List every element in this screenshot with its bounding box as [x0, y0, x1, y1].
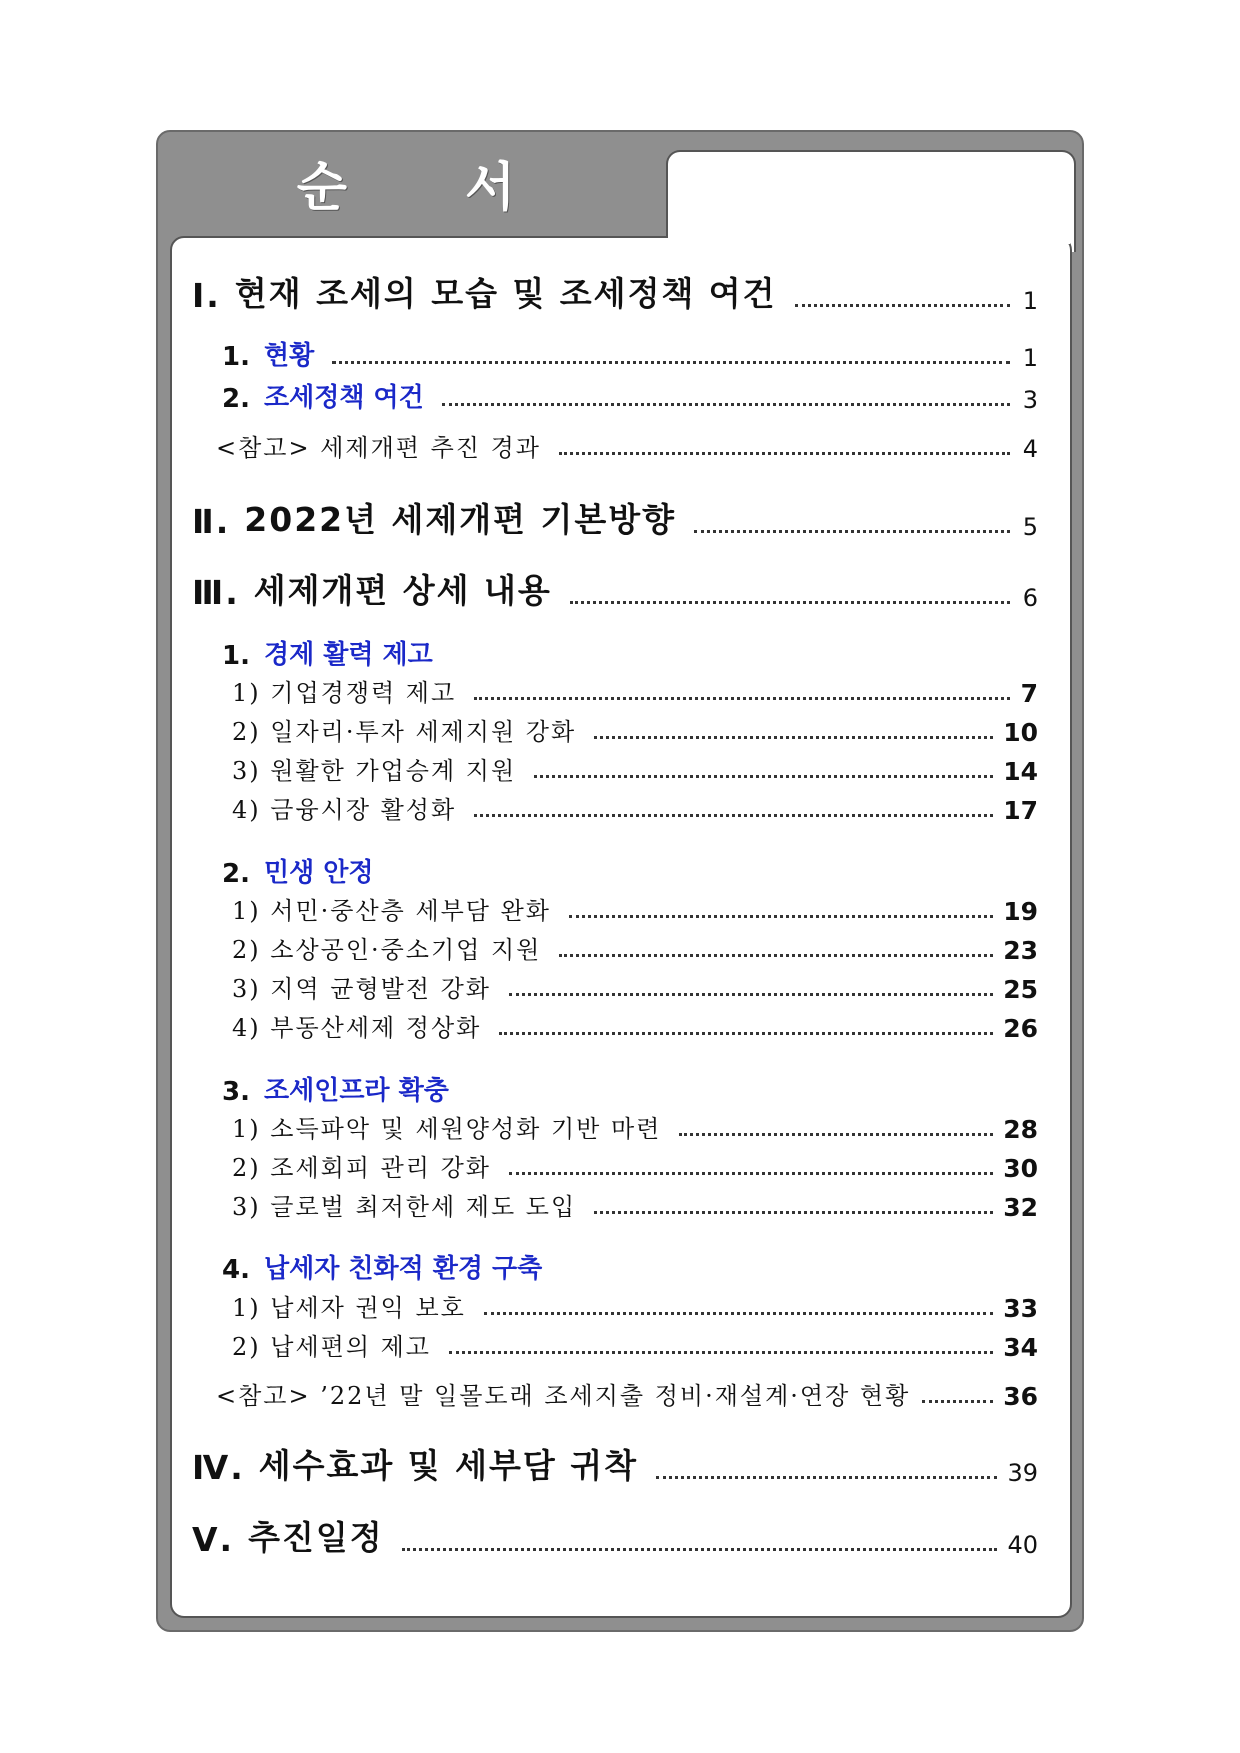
toc-section[interactable]: 2. 조세정책 여건 3: [222, 383, 1038, 414]
toc-item[interactable]: 2) 일자리·투자 세제지원 강화 10: [232, 718, 1038, 747]
toc-item[interactable]: 1) 서민·중산층 세부담 완화 19: [232, 897, 1038, 926]
toc-chapter-1[interactable]: [192, 268, 1038, 315]
chapter-title: 현재 조세의 모습 및 조세정책 여건: [234, 274, 777, 313]
toc-chapter-5[interactable]: Ⅴ. 추진일정 40: [192, 1518, 1038, 1559]
page-number: 1: [1022, 287, 1038, 315]
toc-section-heading[interactable]: 2. 민생 안정: [222, 858, 374, 889]
toc-reference[interactable]: <참고> ’22년 말 일몰도래 조세지출 정비·재설계·연장 현황 36: [216, 1382, 1038, 1411]
toc-item[interactable]: 4) 부동산세제 정상화 26: [232, 1014, 1038, 1043]
toc-chapter-2[interactable]: Ⅱ. 2022년 세제개편 기본방향 5: [192, 500, 1038, 541]
chapter-number: Ⅰ.: [192, 276, 221, 315]
toc-item[interactable]: 1) 납세자 권익 보호 33: [232, 1294, 1038, 1323]
page-title: 순 서: [296, 157, 566, 218]
toc-item[interactable]: 3) 글로벌 최저한세 제도 도입 32: [232, 1193, 1038, 1222]
toc-chapter-3[interactable]: Ⅲ. 세제개편 상세 내용 6: [192, 571, 1038, 612]
toc-item[interactable]: 2) 소상공인·중소기업 지원 23: [232, 936, 1038, 965]
toc-item[interactable]: 1) 기업경쟁력 제고 7: [232, 679, 1038, 708]
toc-chapter-4[interactable]: Ⅳ. 세수효과 및 세부담 귀착 39: [192, 1446, 1038, 1487]
toc-item[interactable]: 4) 금융시장 활성화 17: [232, 796, 1038, 825]
toc-item[interactable]: 3) 원활한 가업승계 지원 14: [232, 757, 1038, 786]
toc-section-heading[interactable]: 1. 경제 활력 제고: [222, 640, 433, 671]
toc-reference[interactable]: <참고> 세제개편 추진 경과 4: [216, 434, 1038, 463]
toc-section[interactable]: 1. 현황 1: [222, 341, 1038, 372]
toc-section-heading[interactable]: 4. 납세자 친화적 환경 구축: [222, 1254, 543, 1285]
toc-item[interactable]: 1) 소득파악 및 세원양성화 기반 마련 28: [232, 1115, 1038, 1144]
toc-section-heading[interactable]: 3. 조세인프라 확충: [222, 1076, 449, 1107]
toc-item[interactable]: 3) 지역 균형발전 강화 25: [232, 975, 1038, 1004]
toc-item[interactable]: 2) 조세회피 관리 강화 30: [232, 1154, 1038, 1183]
toc-item[interactable]: 2) 납세편의 제고 34: [232, 1333, 1038, 1362]
